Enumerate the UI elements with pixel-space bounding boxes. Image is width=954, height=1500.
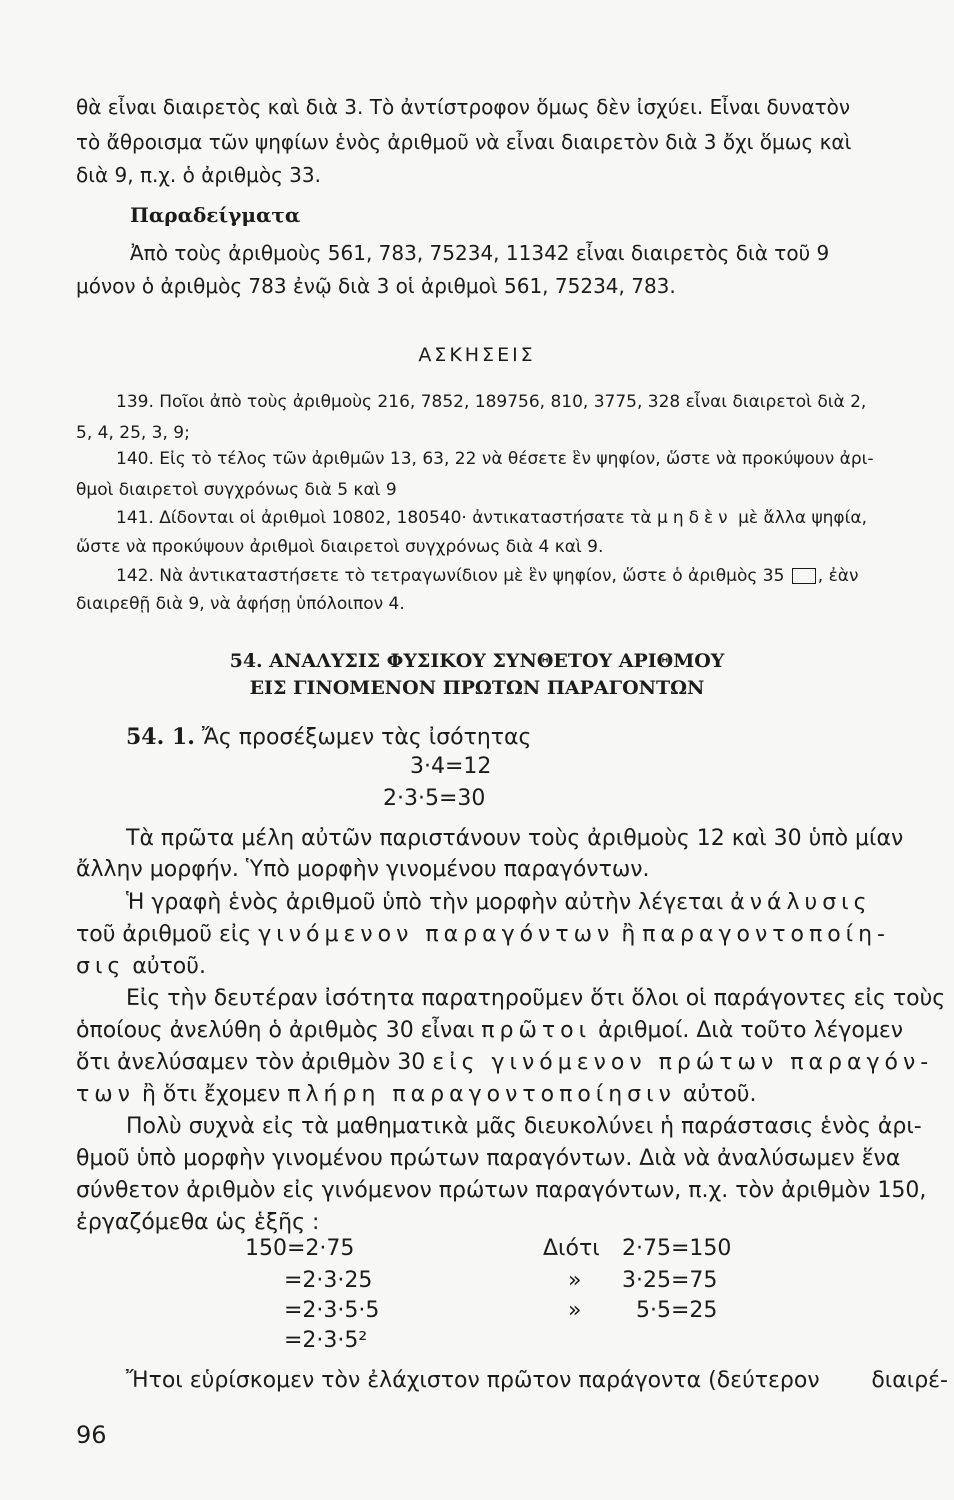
last-line: [126, 1366, 948, 1396]
body-p4-line-3: σύνθετον ἀριθμὸν εἰς γινόμενον πρώτων παραγόντων, π.χ. τὸν ἀριθμὸν 150,: [76, 1178, 927, 1203]
decomp-because-label: Διότι: [543, 1236, 600, 1261]
body-p3-line-4: [76, 1080, 948, 1110]
exercise-141-text-a: 141. Δίδονται οἱ ἀριθμοὶ 10802, 180540· ἀντικαταστήσατε τὰ: [116, 508, 652, 528]
body-p4-line-2: θμοῦ ὑπὸ μορφὴν γινομένου πρώτων παραγόντων. Διὰ νὰ ἀναλύσωμεν ἕνα: [76, 1146, 901, 1171]
section-heading-line-2: ΕΙΣ ΓΙΝΟΜΕΝΟΝ ΠΡΩΤΩΝ ΠΑΡΑΓΟΝΤΩΝ: [249, 677, 705, 699]
examples-title: Παραδείγματα: [130, 203, 301, 227]
decomp-left-1: 150=2·75: [245, 1236, 355, 1261]
subsection-text: Ἄς προσέξωμεν τὰς ἰσότητας: [201, 725, 532, 750]
term-factorization: παραγοντοποίη-: [642, 922, 890, 947]
body-p2-line-3: [76, 952, 948, 982]
section-heading-line-1: 54. ΑΝΑΛΥΣΙΣ ΦΥΣΙΚΟΥ ΣΥΝΘΕΤΟΥ ΑΡΙΘΜΟΥ: [229, 650, 725, 672]
body-p3-line-2: [76, 1016, 948, 1046]
decomp-right-2: 3·25=75: [622, 1268, 718, 1293]
term-primes: πρῶτοι: [481, 1018, 592, 1043]
exercise-142-text-b: , ἐὰν: [817, 566, 859, 586]
exercises-title: ΑΣΚΗΣΕΙΣ: [418, 344, 536, 366]
body-p2-text-2: τοῦ ἀριθμοῦ εἰς: [76, 922, 252, 947]
examples-line-2: μόνον ὁ ἀριθμὸς 783 ἐνῷ διὰ 3 οἱ ἀριθμοὶ 561, 75234, 783.: [76, 274, 676, 298]
examples-line-1: Ἀπὸ τοὺς ἀριθμοὺς 561, 783, 75234, 11342 εἶναι διαιρετὸς διὰ τοῦ 9: [130, 241, 830, 265]
equality-2: 2·3·5=30: [383, 786, 486, 811]
decomp-right-3: 5·5=25: [636, 1298, 718, 1323]
decomp-left-3: =2·3·5·5: [284, 1298, 380, 1323]
body-p2-line-2: [76, 920, 948, 950]
decomp-ditto-2: »: [568, 1298, 582, 1323]
exercise-141-text-c: μὲ ἄλλα ψηφία,: [738, 508, 868, 528]
square-box-icon: [792, 568, 816, 584]
body-p4-line-1: Πολὺ συχνὰ εἰς τὰ μαθηματικὰ μᾶς διευκολύνει ἡ παράστασις ἑνὸς ἀρι-: [126, 1114, 922, 1139]
intro-line-1: θὰ εἶναι διαιρετὸς καὶ διὰ 3. Τὸ ἀντίστροφον ὅμως δὲν ἰσχύει. Εἶναι δυνατὸν: [76, 95, 851, 119]
exercise-139-line-2: 5, 4, 25, 3, 9;: [76, 423, 190, 443]
exercise-141-line-1: [116, 505, 948, 531]
exercise-142-line-1: [116, 563, 948, 589]
body-p2-line-1: [126, 888, 948, 918]
body-p4-line-4: ἐργαζόμεθα ὡς ἑξῆς :: [76, 1210, 320, 1235]
exercise-142-text-a: 142. Νὰ ἀντικαταστήσετε τὸ τετραγωνίδιον μὲ ἓν ψηφίον, ὥστε ὁ ἀριθμὸς 35: [116, 566, 785, 586]
exercise-140-line-1: 140. Εἰς τὸ τέλος τῶν ἀριθμῶν 13, 63, 22 νὰ θέσετε ἓν ψηφίον, ὥστε νὰ προκύψουν ἀρι-: [116, 449, 874, 469]
last-line-text: Ἤτοι εὑρίσκομεν τὸν ἐλάχιστον πρῶτον παράγοντα (δεύτερον: [126, 1368, 820, 1393]
decomp-right-1: 2·75=150: [622, 1236, 732, 1261]
body-p3-text-5: αὐτοῦ.: [682, 1082, 757, 1107]
body-p1-line-1: Τὰ πρῶτα μέλη αὐτῶν παριστάνουν τοὺς ἀριθμοὺς 12 καὶ 30 ὑπὸ μίαν: [126, 826, 904, 851]
term-full-factorization: πλήρη παραγοντοποίησιν: [287, 1082, 676, 1107]
intro-line-2: τὸ ἄθροισμα τῶν ψηφίων ἑνὸς ἀριθμοῦ νὰ εἶναι διαιρετὸν διὰ 3 ὄχι ὅμως καὶ: [76, 130, 852, 154]
body-p2-or: ἢ: [621, 922, 636, 947]
subsection-number: 54. 1.: [126, 724, 195, 750]
exercise-141-spaced-word: μηδὲν: [657, 508, 733, 528]
body-p3-line-3: [76, 1048, 948, 1078]
term-product-of-factors: γινόμενον παραγόντων: [258, 922, 615, 947]
decomp-left-2: =2·3·25: [284, 1268, 373, 1293]
body-p3-text-3: ὅτι ἀνελύσαμεν τὸν ἀριθμὸν 30: [76, 1050, 426, 1075]
body-p3-text: ὁποίους ἀνελύθη ὁ ἀριθμὸς 30 εἶναι: [76, 1018, 475, 1043]
body-p1-line-2: ἄλλην μορφήν. Ὑπὸ μορφὴν γινομένου παραγόντων.: [76, 857, 650, 882]
term-product-of-primes: εἰς γινόμενον πρώτων παραγόν-: [432, 1050, 934, 1075]
body-p3-text-2: ἀριθμοί. Διὰ τοῦτο λέγομεν: [598, 1018, 904, 1043]
page-number: 96: [76, 1421, 107, 1449]
term-product-of-primes-end: των: [76, 1082, 135, 1107]
subsection-intro: [126, 722, 948, 753]
exercise-141-line-2: ὥστε νὰ προκύψουν ἀριθμοὶ διαιρετοὶ συγχρόνως διὰ 4 καὶ 9.: [76, 537, 604, 557]
term-factorization-end: σις: [76, 954, 126, 979]
last-line-hyphenated: διαιρέ-: [871, 1368, 948, 1393]
body-p3-line-1: Εἰς τὴν δευτέραν ἰσότητα παρατηροῦμεν ὅτι ὅλοι οἱ παράγοντες εἰς τοὺς: [126, 986, 946, 1011]
body-p2-text-3: αὐτοῦ.: [132, 954, 206, 979]
term-analysis: ἀνάλυσις: [730, 890, 872, 915]
equality-1: 3·4=12: [410, 754, 492, 779]
exercise-139-line-1: 139. Ποῖοι ἀπὸ τοὺς ἀριθμοὺς 216, 7852, 189756, 810, 3775, 328 εἶναι διαιρετοὶ διὰ 2,: [116, 392, 867, 412]
body-p3-text-4: ἢ ὅτι ἔχομεν: [141, 1082, 281, 1107]
intro-line-3: διὰ 9, π.χ. ὁ ἀριθμὸς 33.: [76, 163, 321, 187]
decomp-left-4: =2·3·5²: [284, 1328, 368, 1353]
body-p2-text: Ἡ γραφὴ ἑνὸς ἀριθμοῦ ὑπὸ τὴν μορφὴν αὐτὴν λέγεται: [126, 890, 724, 915]
exercise-140-line-2: θμοὶ διαιρετοὶ συγχρόνως διὰ 5 καὶ 9: [76, 480, 397, 500]
decomp-ditto-1: »: [568, 1268, 582, 1293]
exercise-142-line-2: διαιρεθῇ διὰ 9, νὰ ἀφήσῃ ὑπόλοιπον 4.: [76, 594, 405, 614]
